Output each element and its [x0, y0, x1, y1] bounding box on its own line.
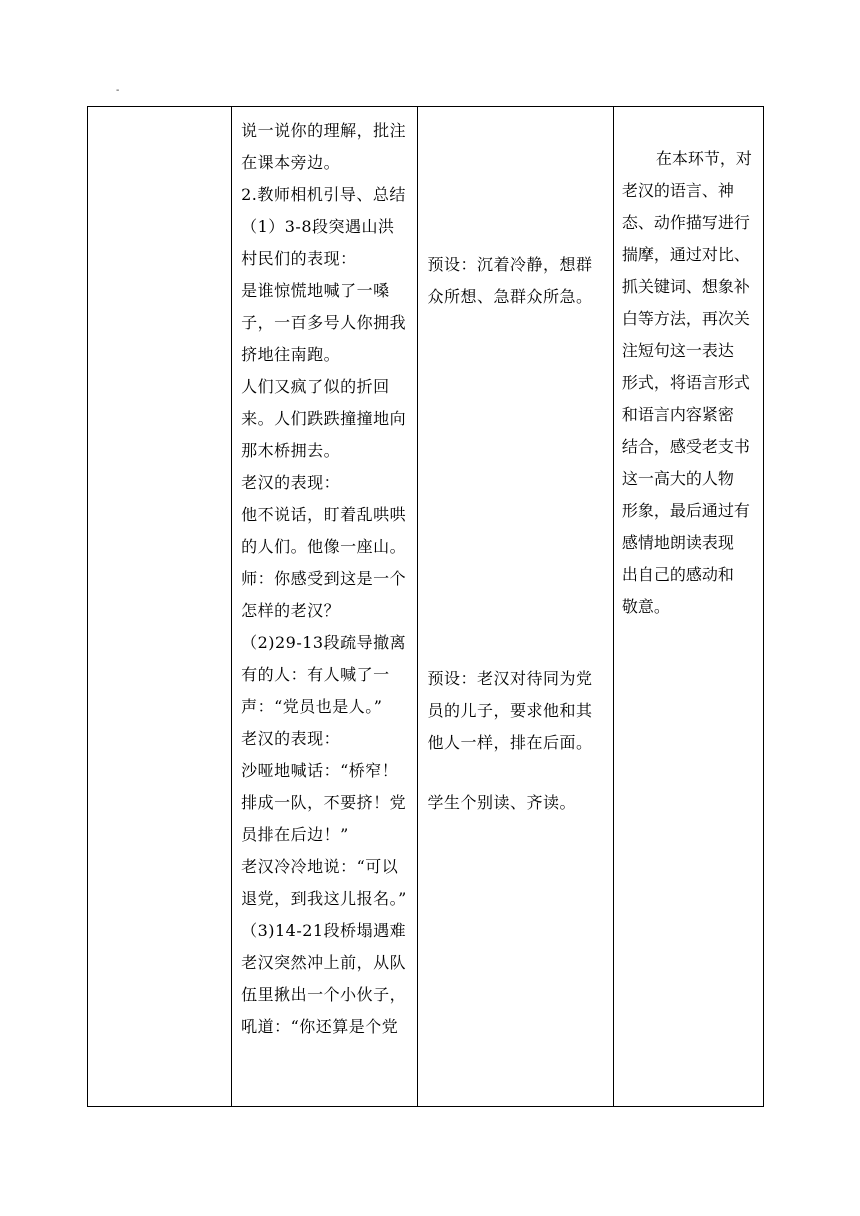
text-line: 子，一百多号人你拥我 — [241, 313, 407, 332]
text-line: 他人一样，排在后面。 — [427, 733, 593, 752]
text-line: 在本环节，对 — [655, 149, 752, 168]
text-line: 学生个别读、齐读。 — [427, 793, 576, 812]
text-line: 老汉的表现： — [241, 729, 341, 748]
text-line: （3)14-21段桥塌遇难 — [241, 921, 407, 940]
text-line: 结合，感受老支书 — [621, 437, 750, 456]
student-response-block-3 — [427, 787, 576, 819]
table-row — [88, 107, 764, 1107]
student-response-block-2 — [427, 663, 592, 759]
text-line: 预设：沉着冷静，想群 — [427, 255, 593, 274]
design-intent-text — [614, 107, 763, 623]
text-line: 挤地往南跑。 — [241, 345, 341, 364]
text-line: 那木桥拥去。 — [241, 441, 341, 460]
text-line: 形式，将语言形式 — [621, 373, 750, 392]
text-line: 来。人们跌跌撞撞地向 — [241, 409, 407, 428]
text-line: 抓关键词、想象补 — [621, 277, 750, 296]
text-line: 老汉的表现： — [241, 473, 341, 492]
text-line: 伍里揪出一个小伙子， — [241, 985, 407, 1004]
text-line: 员排在后边！” — [241, 825, 349, 844]
teacher-activity-cell — [232, 107, 418, 1107]
header-mark: - — [116, 85, 120, 96]
text-line: 老汉的语言、神 — [621, 181, 734, 200]
text-line: 形象，最后通过有 — [621, 501, 750, 520]
text-line: 人们又疯了似的折回 — [241, 377, 390, 396]
text-line: 师：你感受到这是一个 — [241, 569, 407, 588]
text-line: 退党，到我这儿报名。” — [241, 889, 407, 908]
text-line: 注短句这一表达 — [621, 341, 734, 360]
text-line: 说一说你的理解，批注 — [241, 121, 407, 140]
text-line: 员的儿子，要求他和其 — [427, 701, 593, 720]
text-line: 老汉突然冲上前，从队 — [241, 953, 407, 972]
text-line: 有的人：有人喊了一 — [241, 665, 390, 684]
text-line: 在课本旁边。 — [241, 153, 341, 172]
teacher-activity-text — [232, 107, 417, 1043]
text-line: 敬意。 — [621, 597, 670, 616]
student-activity-cell — [418, 107, 613, 1107]
text-line: 他不说话，盯着乱哄哄 — [241, 505, 407, 524]
text-line: 怎样的老汉？ — [241, 601, 341, 620]
text-line: 态、动作描写进行 — [621, 213, 750, 232]
text-line: 感情地朗读表现 — [621, 533, 734, 552]
text-line: 出自己的感动和 — [621, 565, 734, 584]
text-line: 吼道：“你还算是个党 — [241, 1017, 399, 1036]
text-line: 声：“党员也是人。” — [241, 697, 383, 716]
text-line: 众所想、急群众所急。 — [427, 287, 593, 306]
text-line: 2.教师相机引导、总结 — [241, 185, 406, 204]
text-line: 排成一队，不要挤！党 — [241, 793, 407, 812]
text-line: 是谁惊慌地喊了一嗓 — [241, 281, 390, 300]
text-line: 和语言内容紧密 — [621, 405, 734, 424]
text-line: 预设：老汉对待同为党 — [427, 669, 593, 688]
text-line: 白等方法，再次关 — [621, 309, 750, 328]
text-line: 老汉冷冷地说：“可以 — [241, 857, 399, 876]
text-line: 沙哑地喊话：“桥窄！ — [241, 761, 399, 780]
text-line: （2)29-13段疏导撤离 — [241, 633, 407, 652]
lesson-plan-table — [87, 106, 764, 1107]
empty-column-cell — [88, 107, 232, 1107]
text-line: 揣摩，通过对比、 — [621, 245, 750, 264]
design-intent-cell — [613, 107, 763, 1107]
text-line: 这一高大的人物 — [621, 469, 734, 488]
text-line: 村民们的表现： — [241, 249, 357, 268]
text-line: 的人们。他像一座山。 — [241, 537, 407, 556]
student-response-block-1 — [427, 249, 592, 313]
text-line: （1）3-8段突遇山洪 — [241, 217, 395, 236]
